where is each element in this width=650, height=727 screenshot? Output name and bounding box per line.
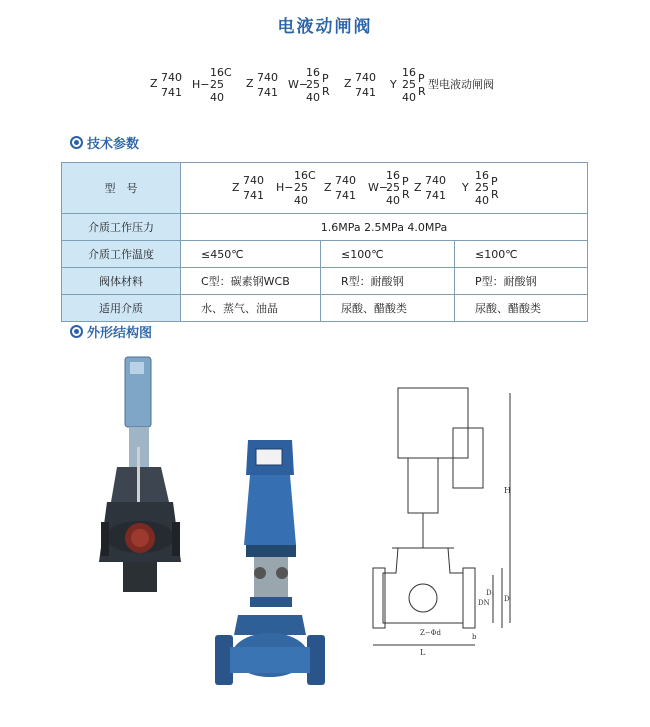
- dim-label-b: b: [472, 633, 477, 641]
- spec-table: [61, 162, 588, 322]
- table-row: [62, 214, 588, 241]
- dim-label-d1: D₁: [486, 589, 495, 597]
- gate-valve-photo: [95, 352, 200, 602]
- pressure-value: 1.6MPa 2.5MPa 4.0MPa: [181, 214, 588, 241]
- table-cell: ≤450℃: [181, 241, 321, 268]
- dim-label-dn: DN: [478, 599, 490, 607]
- table-cell: 尿酸、醋酸类: [321, 295, 455, 322]
- bullet-ring-icon: [70, 136, 83, 149]
- model-z-740-741: Z 740 741: [246, 71, 278, 99]
- model-y-16-25-40: Y 16 25 40 P R: [390, 66, 426, 104]
- row-label: 介质工作温度: [62, 241, 181, 268]
- table-cell: ≤100℃: [455, 241, 588, 268]
- table-cell: R型：耐酸钢: [321, 268, 455, 295]
- table-cell: P型：耐酸钢: [455, 268, 588, 295]
- model-formula-cell: Z 740 741 H− 16C 25 40 Z 740 741 W− 16 25 40 P R Z 740 741 Y 16 25 40 P R: [181, 163, 588, 214]
- dim-label-d: D: [504, 595, 510, 603]
- model-h-16c-25-40: H− 16C 25 40: [192, 66, 232, 104]
- table-cell: ≤100℃: [321, 241, 455, 268]
- row-label: 阀体材料: [62, 268, 181, 295]
- model-z-740-741: Z 740 741: [344, 71, 376, 99]
- table-cell: C型：碳素钢WCB: [181, 268, 321, 295]
- model-z-740-741: Z 740 741: [150, 71, 182, 99]
- dim-label-l: L: [420, 648, 426, 657]
- model-suffix: 型电液动闸阀: [428, 78, 494, 91]
- model-header: 型 号: [62, 163, 181, 214]
- table-cell: 尿酸、醋酸类: [455, 295, 588, 322]
- dim-label-zphid: Z−Φd: [420, 629, 441, 637]
- section-structure: 外形结构图: [70, 322, 152, 341]
- bullet-ring-icon: [70, 325, 83, 338]
- table-cell: 水、蒸气、油晶: [181, 295, 321, 322]
- table-row: [62, 241, 588, 268]
- valve-dimension-drawing: [368, 383, 528, 663]
- dim-label-h: H: [504, 486, 511, 495]
- table-row: [62, 268, 588, 295]
- table-row: [62, 163, 588, 214]
- page-title: 电液动闸阀: [277, 17, 373, 37]
- table-row: [62, 295, 588, 322]
- model-w-16-25-40: W− 16 25 40 P R: [288, 66, 330, 104]
- globe-valve-photo: [210, 435, 330, 710]
- row-label: 介质工作压力: [62, 214, 181, 241]
- section-tech-params: 技术参数: [70, 133, 139, 152]
- row-label: 适用介质: [62, 295, 181, 322]
